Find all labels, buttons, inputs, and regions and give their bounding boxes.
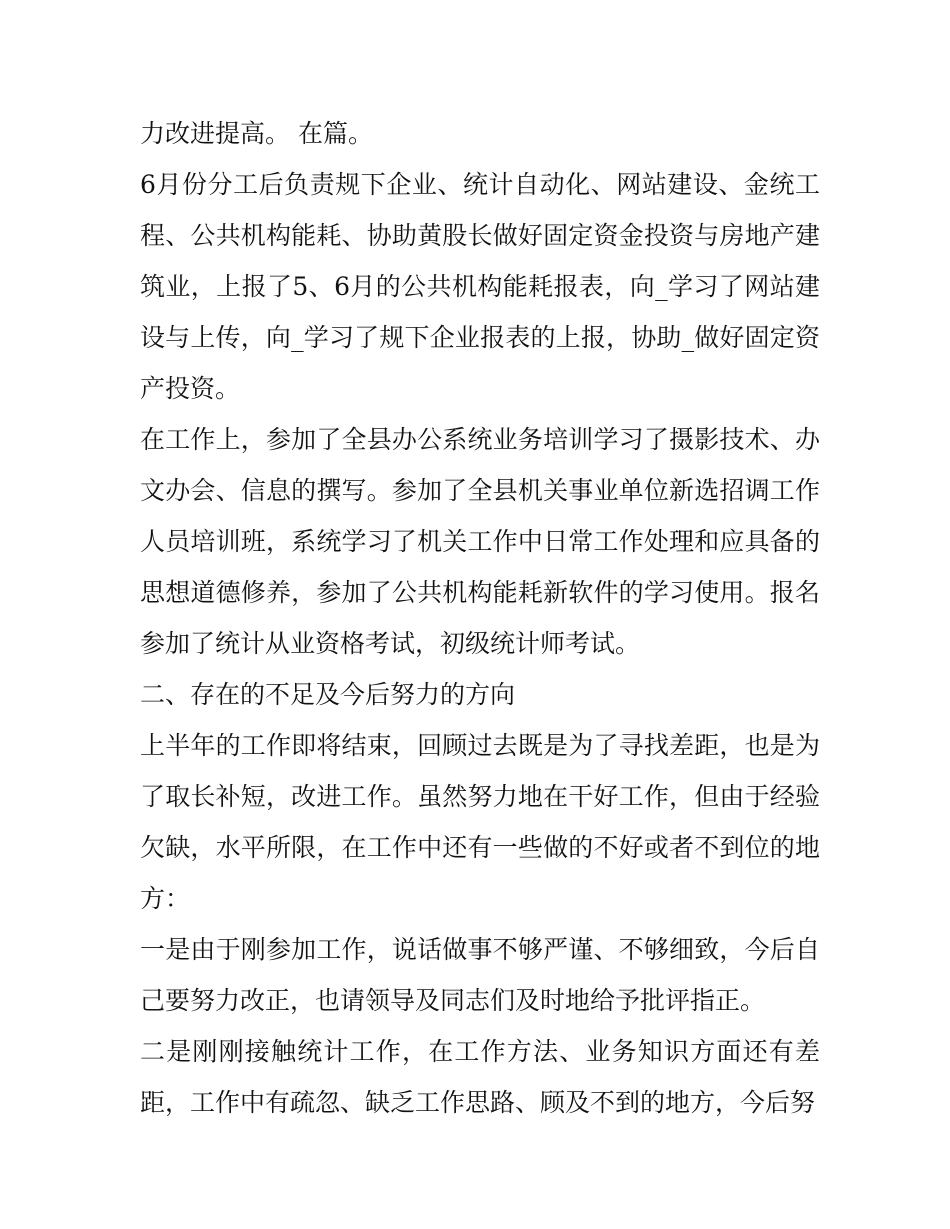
section-heading: 二、存在的不足及今后努力的方向 — [140, 680, 516, 709]
paragraph-point-two: 二是刚刚接触统计工作，在工作方法、业务知识方面还有差距，工作中有疏忽、缺乏工作思路、顾及不到的地方，今后努 — [140, 1037, 820, 1117]
paragraph-training: 在工作上，参加了全县办公系统业务培训学习了摄影技术、办文办会、信息的撰写。参加了全县机关事业单位新选招调工作人员培训班，系统学习了机关工作中日常工作处理和应具备的思想道德修养，参加了公共机构能耗新软件的学习使用。报名参加了统计从业资格考试，初级统计师考试。 — [140, 425, 820, 658]
paragraph-point-one: 一是由于刚参加工作，说话做事不够严谨、不够细致，今后自己要努力改正，也请领导及同志们及时地给予批评指正。 — [140, 935, 820, 1015]
document-body — [140, 108, 820, 1128]
paragraph-june-duties: 6月份分工后负责规下企业、统计自动化、网站建设、金统工程、公共机构能耗、协助黄股长做好固定资金投资与房地产建筑业，上报了5、6月的公共机构能耗报表，向_学习了网站建设与上传，向_学习了规下企业报表的上报，协助_做好固定资产投资。 — [140, 170, 820, 403]
paragraph-continuation: 力改进提高。 在篇。 — [140, 119, 373, 148]
paragraph-review: 上半年的工作即将结束，回顾过去既是为了寻找差距，也是为了取长补短，改进工作。虽然努力地在干好工作，但由于经验欠缺，水平所限，在工作中还有一些做的不好或者不到位的地方： — [140, 731, 820, 913]
